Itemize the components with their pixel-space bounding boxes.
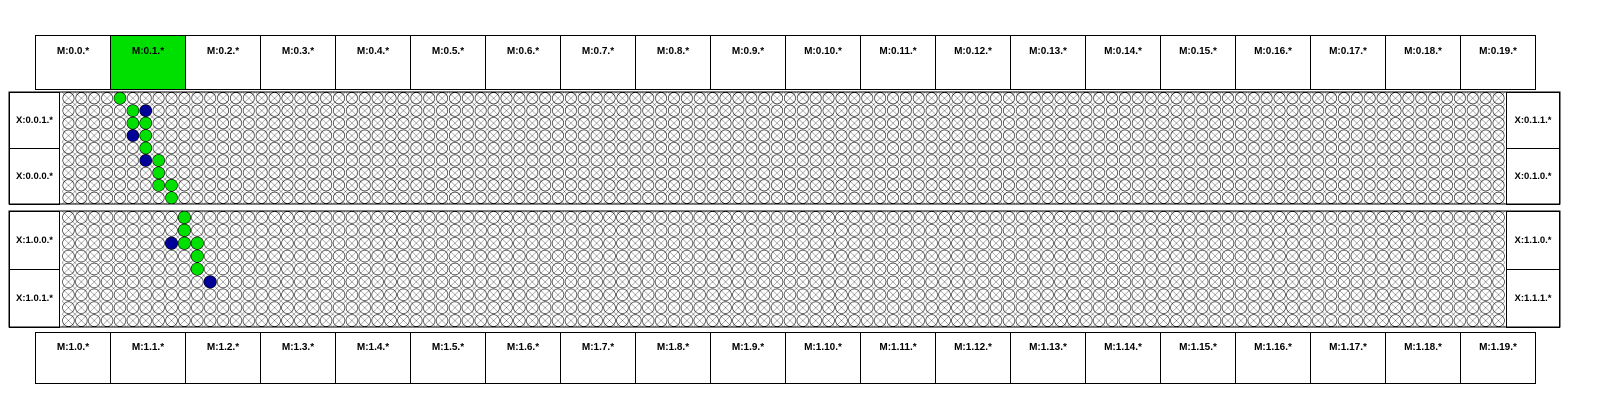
- module-cell: M:1.18.*: [1385, 332, 1461, 384]
- routed-node-green: [178, 224, 190, 236]
- module-cell: M:1.10.*: [785, 332, 861, 384]
- empty-node-field: [62, 92, 1505, 204]
- crossbar-label-right: X:1.1.0.*: [1506, 211, 1560, 270]
- module-cell: M:1.3.*: [260, 332, 336, 384]
- module-cell: M:1.5.*: [410, 332, 486, 384]
- crossbar-label-left: X:0.0.0.*: [9, 148, 60, 205]
- module-cell: M:0.17.*: [1310, 35, 1386, 90]
- module-cell: M:0.15.*: [1160, 35, 1236, 90]
- module-cell: M:1.19.*: [1460, 332, 1536, 384]
- routed-node-blue: [165, 237, 177, 249]
- routed-node-green: [127, 117, 139, 129]
- routed-node-green: [191, 237, 203, 249]
- routed-node-green: [140, 117, 152, 129]
- module-cell: M:0.4.*: [335, 35, 411, 90]
- routed-node-green: [165, 192, 177, 204]
- module-cell: M:0.18.*: [1385, 35, 1461, 90]
- module-cell: M:0.3.*: [260, 35, 336, 90]
- routed-node-blue: [140, 105, 152, 117]
- module-cell: M:0.5.*: [410, 35, 486, 90]
- module-cell: M:0.14.*: [1085, 35, 1161, 90]
- crossbar-label-left: X:1.0.0.*: [9, 211, 60, 270]
- module-cell: M:0.9.*: [710, 35, 786, 90]
- module-cell: M:1.12.*: [935, 332, 1011, 384]
- module-cell: M:0.19.*: [1460, 35, 1536, 90]
- crossbar-label-right: X:0.1.0.*: [1506, 148, 1560, 205]
- routed-node-blue: [204, 276, 216, 288]
- module-cell: M:1.7.*: [560, 332, 636, 384]
- crossbar-label-left: X:0.0.1.*: [9, 92, 60, 149]
- routed-node-green: [153, 167, 165, 179]
- module-cell: M:1.17.*: [1310, 332, 1386, 384]
- module-cell: M:0.10.*: [785, 35, 861, 90]
- routed-node-green: [178, 237, 190, 249]
- routed-node-green: [140, 142, 152, 154]
- module-cell: M:1.15.*: [1160, 332, 1236, 384]
- module-cell: M:1.1.*: [110, 332, 186, 384]
- module-cell: M:0.16.*: [1235, 35, 1311, 90]
- module-cell: M:1.8.*: [635, 332, 711, 384]
- routed-node-green: [191, 250, 203, 262]
- routed-node-green: [114, 92, 126, 104]
- module-cell: M:1.6.*: [485, 332, 561, 384]
- module-cell: M:1.9.*: [710, 332, 786, 384]
- routed-node-green: [165, 179, 177, 191]
- module-cell: M:1.0.*: [35, 332, 111, 384]
- routed-node-green: [140, 130, 152, 142]
- module-cell: M:0.11.*: [860, 35, 936, 90]
- module-cell: M:0.8.*: [635, 35, 711, 90]
- module-cell: M:1.16.*: [1235, 332, 1311, 384]
- routed-node-blue: [140, 154, 152, 166]
- crossbar-label-right: X:1.1.1.*: [1506, 269, 1560, 328]
- module-cell: M:0.12.*: [935, 35, 1011, 90]
- module-cell: M:1.13.*: [1010, 332, 1086, 384]
- module-cell: M:1.11.*: [860, 332, 936, 384]
- module-cell: M:0.6.*: [485, 35, 561, 90]
- routed-node-green: [127, 105, 139, 117]
- module-cell: M:1.4.*: [335, 332, 411, 384]
- module-cell: M:1.14.*: [1085, 332, 1161, 384]
- module-cell: M:0.13.*: [1010, 35, 1086, 90]
- module-cell: M:0.2.*: [185, 35, 261, 90]
- routed-node-green: [153, 154, 165, 166]
- routed-node-green: [153, 179, 165, 191]
- module-cell: M:1.2.*: [185, 332, 261, 384]
- routed-node-green: [178, 211, 190, 223]
- module-cell: M:0.0.*: [35, 35, 111, 90]
- empty-node-field: [62, 211, 1505, 327]
- crossbar-label-right: X:0.1.1.*: [1506, 92, 1560, 149]
- module-cell: M:0.7.*: [560, 35, 636, 90]
- routed-node-blue: [127, 130, 139, 142]
- module-cell: M:0.1.*: [110, 35, 186, 90]
- routed-node-green: [191, 263, 203, 275]
- crossbar-label-left: X:1.0.1.*: [9, 269, 60, 328]
